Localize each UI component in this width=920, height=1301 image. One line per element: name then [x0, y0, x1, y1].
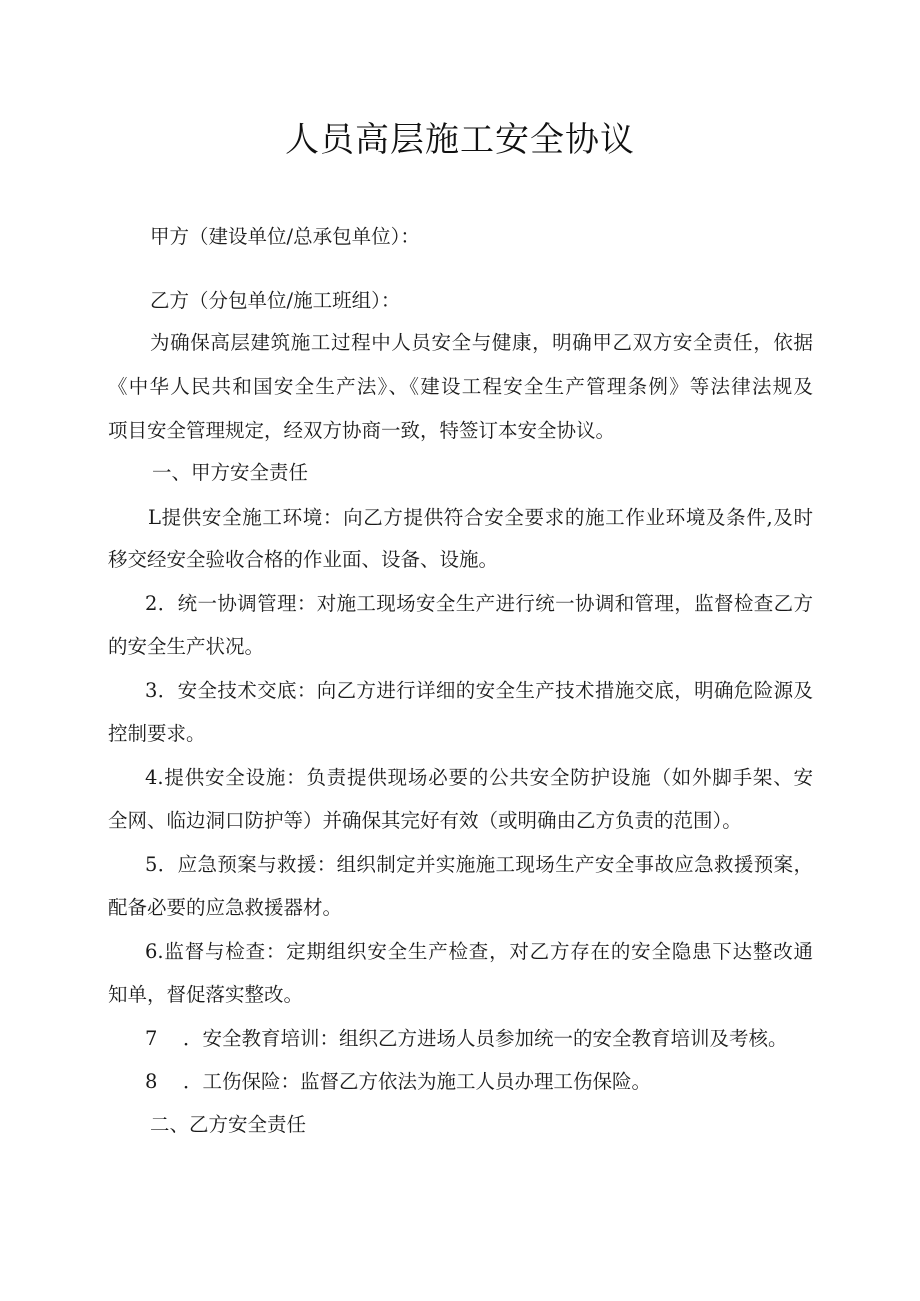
item-6-line-1: 6.监督与检查：定期组织安全生产检查，对乙方存在的安全隐患下达整改通	[145, 940, 813, 963]
preamble-line-3: 项目安全管理规定，经双方协商一致，特签订本安全协议。	[108, 419, 616, 442]
party-b-line: 乙方（分包单位/施工班组）：	[150, 289, 401, 312]
item-2-line-2: 的安全生产状况。	[108, 635, 265, 658]
section-2-heading: 二、乙方安全责任	[150, 1113, 307, 1136]
item-2-line-1: 2．统一协调管理：对施工现场安全生产进行统一协调和管理，监督检查乙方	[145, 592, 813, 615]
item-8-text: ．工伤保险：监督乙方依法为施工人员办理工伤保险。	[183, 1070, 652, 1093]
party-a-line: 甲方（建设单位/总承包单位）：	[150, 225, 420, 248]
item-1-line-2: 移交经安全验收合格的作业面、设备、设施。	[108, 548, 499, 571]
item-8-number: 8	[145, 1070, 158, 1093]
preamble-line-1: 为确保高层建筑施工过程中人员安全与健康，明确甲乙双方安全责任，依据	[150, 331, 813, 354]
section-1-heading: 一、甲方安全责任	[152, 461, 309, 484]
item-8-line	[145, 1069, 651, 1095]
item-7-number: 7	[145, 1027, 158, 1050]
item-4-line-1: 4.提供安全设施：负责提供现场必要的公共安全防护设施（如外脚手架、安	[145, 766, 813, 789]
item-6-line-2: 知单，督促落实整改。	[108, 983, 304, 1006]
item-4-line-2: 全网、临边洞口防护等）并确保其完好有效（或明确由乙方负责的范围）。	[108, 809, 742, 832]
preamble-line-2: 《中华人民共和国安全生产法》、《建设工程安全生产管理条例》等法律法规及	[108, 375, 813, 398]
item-1-line-1: L提供安全施工环境：向乙方提供符合安全要求的施工作业环境及条件,及时	[148, 506, 813, 529]
item-3-line-1: 3．安全技术交底：向乙方进行详细的安全生产技术措施交底，明确危险源及	[145, 679, 813, 702]
item-3-line-2: 控制要求。	[108, 722, 206, 745]
item-7-text: ．安全教育培训：组织乙方进场人员参加统一的安全教育培训及考核。	[183, 1027, 788, 1050]
item-5-line-2: 配备必要的应急救援器材。	[108, 896, 343, 919]
item-7-line	[145, 1026, 788, 1052]
item-5-line-1: 5．应急预案与救援：组织制定并实施施工现场生产安全事故应急救援预案，	[145, 853, 813, 876]
document-title: 人员高层施工安全协议	[285, 120, 635, 160]
